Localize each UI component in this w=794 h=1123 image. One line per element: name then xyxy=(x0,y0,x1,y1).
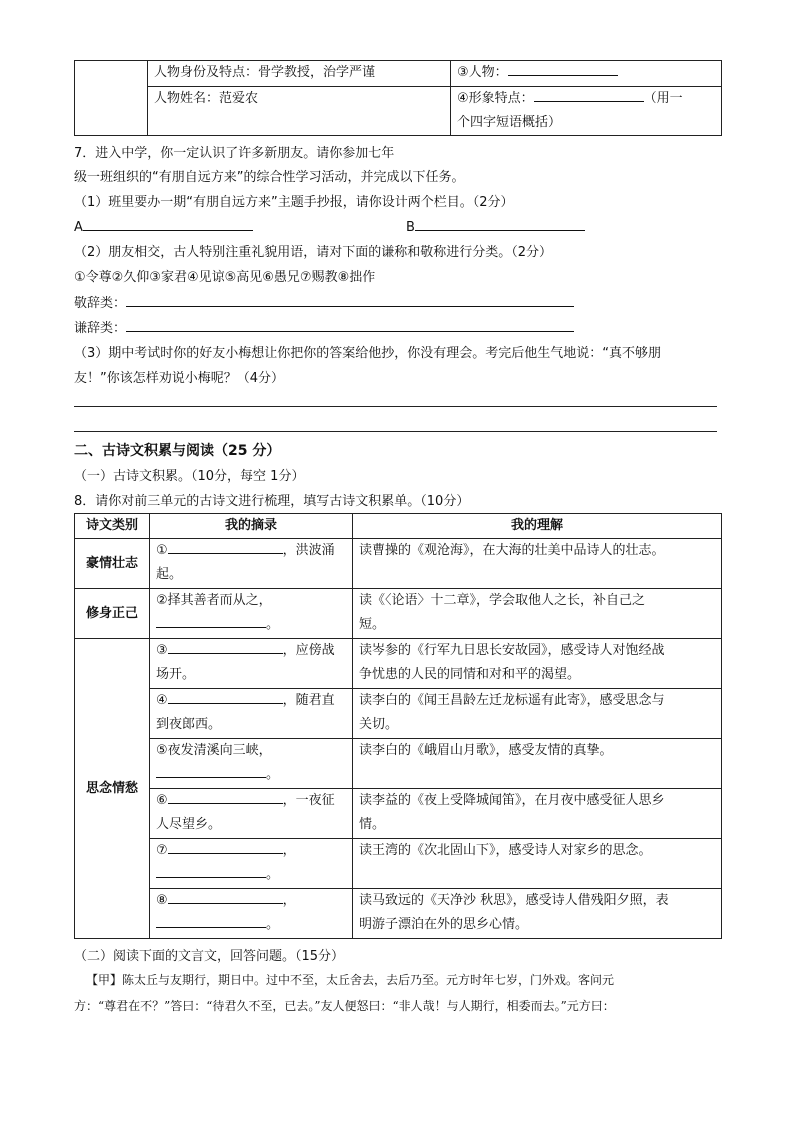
excerpt-cell-8: ⑧ ， 。 xyxy=(150,889,353,939)
humble-words-input[interactable] xyxy=(126,317,574,332)
blank-7b[interactable] xyxy=(156,863,266,878)
q7-line2: 级一班组织的“有朋自远方来”的综合性学习活动，并完成以下任务。 xyxy=(74,170,465,185)
answer-line-2[interactable] xyxy=(74,431,717,432)
column-a-input[interactable] xyxy=(83,216,253,231)
character-table xyxy=(74,60,722,136)
q7-sub3-line1: （3）期中考试时你的好友小梅想让你把你的答案给他抄，你没有理会。考完后他生气地说：“真不够朋 xyxy=(74,346,662,361)
excerpt-cell-2: ②择其善者而从之， 。 xyxy=(150,589,353,639)
part2-title: （二）阅读下面的文言文，回答问题。（15分） xyxy=(74,949,345,964)
category-ambition: 豪情壮志 xyxy=(75,539,150,589)
q7-sub2: （2）朋友相交，古人特别注重礼貌用语，请对下面的谦称和敬称进行分类。（2分） xyxy=(74,245,553,260)
excerpt-cell-3: ③ ，应傍战 场开。 xyxy=(150,639,353,689)
q7-respect: 敬辞类： xyxy=(74,292,574,311)
understanding-cell-2: 读《〈论语〉十二章》，学会取他人之长，补自己之 短。 xyxy=(353,589,722,639)
excerpt-cell-5: ⑤夜发清溪向三峡， 。 xyxy=(150,739,353,789)
category-self-cultivation: 修身正己 xyxy=(75,589,150,639)
header-understanding: 我的理解 xyxy=(353,514,722,539)
character-answer-blank[interactable] xyxy=(508,61,618,76)
section2-part1: （一）古诗文积累。（10分，每空 1分） xyxy=(74,469,305,484)
q7-sub1: （1）班里要办一期“有朋自远方来”主题手抄报，请你设计两个栏目。（2分） xyxy=(74,195,514,210)
q7-line1: 7．进入中学，你一定认识了许多新朋友。请你参加七年 xyxy=(74,146,395,161)
category-homesickness: 思念情愁 xyxy=(75,639,150,939)
understanding-cell-7: 读王湾的《次北固山下》，感受诗人对家乡的思念。 xyxy=(353,839,722,889)
q7-blank-b: B xyxy=(406,216,585,235)
excerpt-cell-4: ④ ，随君直 到夜郎西。 xyxy=(150,689,353,739)
understanding-cell-4: 读李白的《闻王昌龄左迁龙标遥有此寄》，感受思念与 关切。 xyxy=(353,689,722,739)
passage-line1: 【甲】陈太丘与友期行，期日中。过中不至，太丘舍去，去后乃至。元方时年七岁，门外戏。客问元 xyxy=(86,973,615,987)
character-trait-cell: ④形象特点： （用一 个四字短语概括） xyxy=(451,87,722,136)
understanding-cell-8: 读马致远的《天净沙 秋思》，感受诗人借残阳夕照，表 明游子漂泊在外的思乡心情。 xyxy=(353,889,722,939)
character-name-answer-cell: ③人物： xyxy=(451,61,722,87)
answer-line-1[interactable] xyxy=(74,406,717,407)
blank-3[interactable] xyxy=(168,639,283,654)
q8-title: 8．请你对前三单元的古诗文进行梳理，填写古诗文积累单。（10分） xyxy=(74,494,470,509)
blank-8a[interactable] xyxy=(168,889,283,904)
q7-sub3-line2: 友！”你该怎样劝说小梅呢？（4分） xyxy=(74,371,285,386)
excerpt-cell-1: ① ，洪波涌 起。 xyxy=(150,539,353,589)
header-category: 诗文类别 xyxy=(75,514,150,539)
blank-8b[interactable] xyxy=(156,913,266,928)
q7-words: ①令尊②久仰③家君④见谅⑤高见⑥愚兄⑦赐教⑧拙作 xyxy=(74,270,376,285)
blank-7a[interactable] xyxy=(168,839,283,854)
header-excerpt: 我的摘录 xyxy=(150,514,353,539)
q7-blank-a: A xyxy=(74,216,253,235)
excerpt-cell-7: ⑦ ， 。 xyxy=(150,839,353,889)
character-table-empty-cell xyxy=(75,61,148,136)
poem-table xyxy=(74,513,722,939)
blank-2[interactable] xyxy=(156,613,266,628)
respect-words-input[interactable] xyxy=(126,292,574,307)
understanding-cell-6: 读李益的《夜上受降城闻笛》，在月夜中感受征人思乡 情。 xyxy=(353,789,722,839)
understanding-cell-5: 读李白的《峨眉山月歌》，感受友情的真挚。 xyxy=(353,739,722,789)
column-b-input[interactable] xyxy=(415,216,585,231)
trait-answer-blank[interactable] xyxy=(534,87,644,102)
excerpt-cell-6: ⑥ ，一夜征 人尽望乡。 xyxy=(150,789,353,839)
blank-6[interactable] xyxy=(168,789,283,804)
section2-title: 二、古诗文积累与阅读（25 分） xyxy=(74,443,281,459)
understanding-cell-3: 读岑参的《行军九日思长安故园》，感受诗人对饱经战 争忧患的人民的同情和对和平的渴望。 xyxy=(353,639,722,689)
passage-line2: 方：“尊君在不？”答曰：“待君久不至，已去。”友人便怒曰：“非人哉！与人期行，相委而去。”元方曰： xyxy=(74,999,615,1013)
blank-5[interactable] xyxy=(156,763,266,778)
blank-1[interactable] xyxy=(168,539,283,554)
blank-4[interactable] xyxy=(168,689,283,704)
character-identity: 人物身份及特点：骨学教授，治学严谨 xyxy=(148,61,451,87)
understanding-cell-1: 读曹操的《观沧海》，在大海的壮美中品诗人的壮志。 xyxy=(353,539,722,589)
q7-humble: 谦辞类： xyxy=(74,317,574,336)
character-name: 人物姓名：范爱农 xyxy=(148,87,451,136)
